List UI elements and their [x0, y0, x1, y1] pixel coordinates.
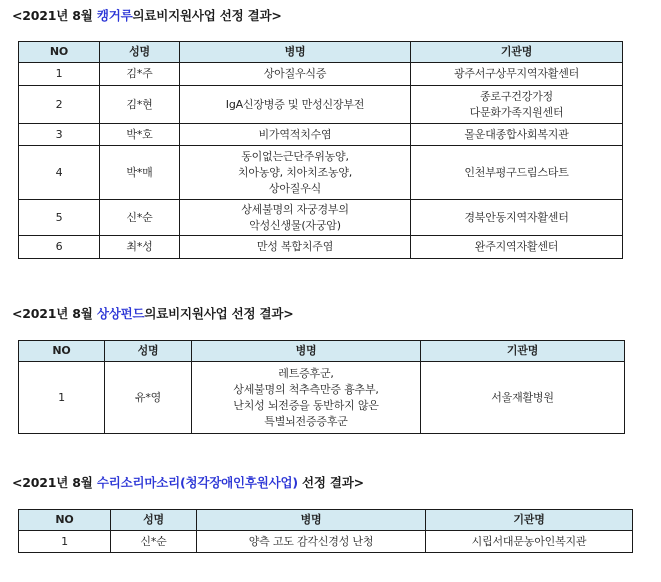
cell-name: 신*순 — [100, 200, 180, 236]
header-no: NO — [19, 341, 105, 362]
title-prefix: <2021년 8월 — [12, 475, 97, 490]
title-suffix: 의료비지원사업 선정 결과> — [132, 8, 282, 23]
cell-disease: 상세불명의 자궁경부의 악성신생물(자궁암) — [180, 200, 411, 236]
cell-name: 최*성 — [100, 236, 180, 259]
title-suffix: 의료비지원사업 선정 결과> — [144, 306, 294, 321]
cell-no: 3 — [19, 124, 100, 146]
title-highlight: 수리소리마소리(청각장애인후원사업) — [96, 475, 298, 490]
section-title-kangaroo — [12, 6, 282, 24]
cell-org: 광주서구상무지역자활센터 — [411, 63, 623, 86]
table-row — [19, 146, 623, 200]
header-no: NO — [19, 42, 100, 63]
table-row — [19, 236, 623, 259]
kangaroo-result-table — [18, 41, 623, 259]
table-row — [19, 86, 623, 124]
cell-disease: 동이없는근단주위농양, 치아농양, 치아치조농양, 상아질우식 — [180, 146, 411, 200]
cell-disease: 만성 복합치주염 — [180, 236, 411, 259]
header-org: 기관명 — [411, 42, 623, 63]
surisori-result-table — [18, 509, 633, 553]
header-org: 기관명 — [426, 510, 633, 531]
title-highlight: 캥거루 — [96, 8, 133, 23]
cell-name: 박*호 — [100, 124, 180, 146]
section-title-surisori — [12, 473, 364, 491]
title-highlight: 상상펀드 — [96, 306, 145, 321]
header-disease: 병명 — [197, 510, 426, 531]
table-row — [19, 362, 625, 434]
cell-name: 김*현 — [100, 86, 180, 124]
header-name: 성명 — [105, 341, 192, 362]
table-row — [19, 200, 623, 236]
section-title-sangsang-fund — [12, 304, 294, 322]
cell-name: 김*주 — [100, 63, 180, 86]
cell-org: 경북안동지역자활센터 — [411, 200, 623, 236]
title-suffix: 선정 결과> — [297, 475, 364, 490]
cell-no: 1 — [19, 531, 111, 553]
header-name: 성명 — [100, 42, 180, 63]
cell-no: 2 — [19, 86, 100, 124]
header-no: NO — [19, 510, 111, 531]
table-header-row — [19, 42, 623, 63]
cell-no: 1 — [19, 362, 105, 434]
cell-no: 5 — [19, 200, 100, 236]
table-row — [19, 63, 623, 86]
cell-no: 1 — [19, 63, 100, 86]
table-header-row — [19, 341, 625, 362]
sangsang-fund-result-table — [18, 340, 625, 434]
header-org: 기관명 — [421, 341, 625, 362]
cell-org: 완주지역자활센터 — [411, 236, 623, 259]
cell-name: 유*영 — [105, 362, 192, 434]
cell-org: 시립서대문농아인복지관 — [426, 531, 633, 553]
header-name: 성명 — [111, 510, 197, 531]
title-prefix: <2021년 8월 — [12, 8, 97, 23]
table-header-row — [19, 510, 633, 531]
cell-name: 신*순 — [111, 531, 197, 553]
title-prefix: <2021년 8월 — [12, 306, 97, 321]
table-row — [19, 531, 633, 553]
cell-name: 박*매 — [100, 146, 180, 200]
cell-disease: 비가역적치수염 — [180, 124, 411, 146]
table-row — [19, 124, 623, 146]
cell-org: 서울재활병원 — [421, 362, 625, 434]
cell-disease: 상아질우식증 — [180, 63, 411, 86]
cell-org: 인천부평구드림스타트 — [411, 146, 623, 200]
cell-no: 4 — [19, 146, 100, 200]
header-disease: 병명 — [192, 341, 421, 362]
cell-org: 종로구건강가정 다문화가족지원센터 — [411, 86, 623, 124]
cell-disease: 양측 고도 감각신경성 난청 — [197, 531, 426, 553]
cell-disease: 레트증후군, 상세불명의 척추측만증 흉추부, 난치성 뇌전증을 동반하지 않은 특별뇌전증증후군 — [192, 362, 421, 434]
cell-disease: IgA신장병증 및 만성신장부전 — [180, 86, 411, 124]
cell-no: 6 — [19, 236, 100, 259]
header-disease: 병명 — [180, 42, 411, 63]
cell-org: 몰운대종합사회복지관 — [411, 124, 623, 146]
